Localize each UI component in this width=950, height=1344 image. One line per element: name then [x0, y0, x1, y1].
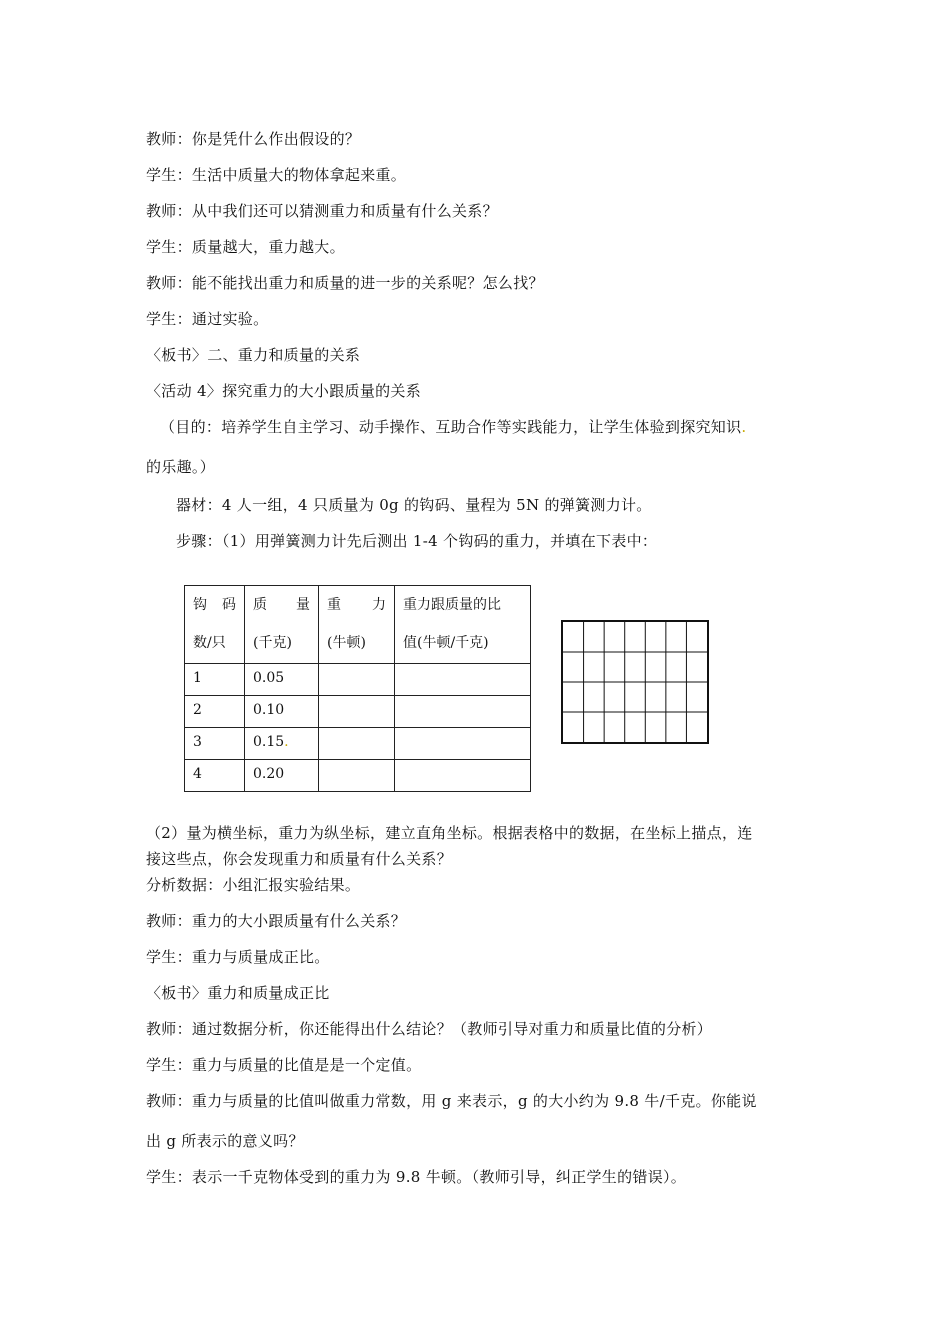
cell-mass: 0.10	[245, 696, 319, 728]
table-row	[185, 728, 531, 760]
cell-mass: 0.05	[245, 664, 319, 696]
line-2: 学生：生活中质量大的物体拿起来重。	[146, 166, 407, 184]
line-teacher-g-1: 教师：重力与质量的比值叫做重力常数，用 g 来表示，g 的大小约为 9.8 牛/千克。你能说	[146, 1092, 757, 1110]
analysis-line: 分析数据：小组汇报实验结果。	[146, 876, 361, 894]
line-student-ratio: 学生：重力与质量的比值是是一个定值。	[146, 1056, 422, 1074]
header-mass: 质 量 (千克)	[245, 586, 319, 664]
header-count: 钩 码 数/只	[185, 586, 245, 664]
line-5: 教师：能不能找出重力和质量的进一步的关系呢？怎么找？	[146, 274, 544, 292]
purpose-line-1: （目的：培养学生自主学习、动手操作、互助合作等实践能力，让学生体验到探究知识.	[160, 418, 747, 436]
line-student-answer: 学生：重力与质量成正比。	[146, 948, 330, 966]
cell-ratio[interactable]	[395, 664, 531, 696]
line-4: 学生：质量越大，重力越大。	[146, 238, 345, 256]
cell-ratio[interactable]	[395, 760, 531, 792]
header-ratio: 重力跟质量的比 值(牛顿/千克)	[395, 586, 531, 664]
steps-line: 步骤：（1）用弹簧测力计先后测出 1-4 个钩码的重力，并填在下表中：	[176, 532, 658, 550]
board-conclusion: 〈板书〉重力和质量成正比	[146, 984, 330, 1002]
line-teacher-question: 教师：重力的大小跟质量有什么关系？	[146, 912, 407, 930]
cell-mass: 0.15.	[245, 728, 319, 760]
purpose-line-2: 的乐趣。）	[146, 458, 216, 476]
step-2-line-2: 接这些点，你会发现重力和质量有什么关系？	[146, 850, 453, 868]
board-heading: 〈板书〉二、重力和质量的关系	[146, 346, 361, 364]
cell-count: 4	[185, 760, 245, 792]
cell-count: 2	[185, 696, 245, 728]
step-2-line-1: （2）量为横坐标，重力为纵坐标，建立直角坐标。根据表格中的数据，在坐标上描点，连	[146, 824, 753, 842]
cell-weight[interactable]	[319, 696, 395, 728]
cell-ratio[interactable]	[395, 728, 531, 760]
cell-weight[interactable]	[319, 728, 395, 760]
header-weight: 重 力 (牛顿)	[319, 586, 395, 664]
line-student-g: 学生：表示一千克物体受到的重力为 9.8 牛顿。（教师引导，纠正学生的错误）。	[146, 1168, 687, 1186]
cell-count: 1	[185, 664, 245, 696]
cell-mass: 0.20	[245, 760, 319, 792]
cell-weight[interactable]	[319, 760, 395, 792]
table-row	[185, 760, 531, 792]
materials-line: 器材：4 人一组，4 只质量为 0g 的钩码、量程为 5N 的弹簧测力计。	[176, 496, 652, 514]
coordinate-grid	[561, 620, 709, 744]
table-row	[185, 696, 531, 728]
line-3: 教师：从中我们还可以猜测重力和质量有什么关系？	[146, 202, 498, 220]
activity-heading: 〈活动 4〉探究重力的大小跟质量的关系	[146, 382, 422, 400]
data-table	[184, 585, 531, 792]
cell-weight[interactable]	[319, 664, 395, 696]
line-1: 教师：你是凭什么作出假设的？	[146, 130, 361, 148]
cell-ratio[interactable]	[395, 696, 531, 728]
line-teacher-g-2: 出 g 所表示的意义吗？	[146, 1132, 304, 1150]
line-teacher-analysis: 教师：通过数据分析，你还能得出什么结论？（教师引导对重力和质量比值的分析）	[146, 1020, 713, 1038]
line-6: 学生：通过实验。	[146, 310, 269, 328]
table-header-row	[185, 586, 531, 664]
cell-count: 3	[185, 728, 245, 760]
table-row	[185, 664, 531, 696]
